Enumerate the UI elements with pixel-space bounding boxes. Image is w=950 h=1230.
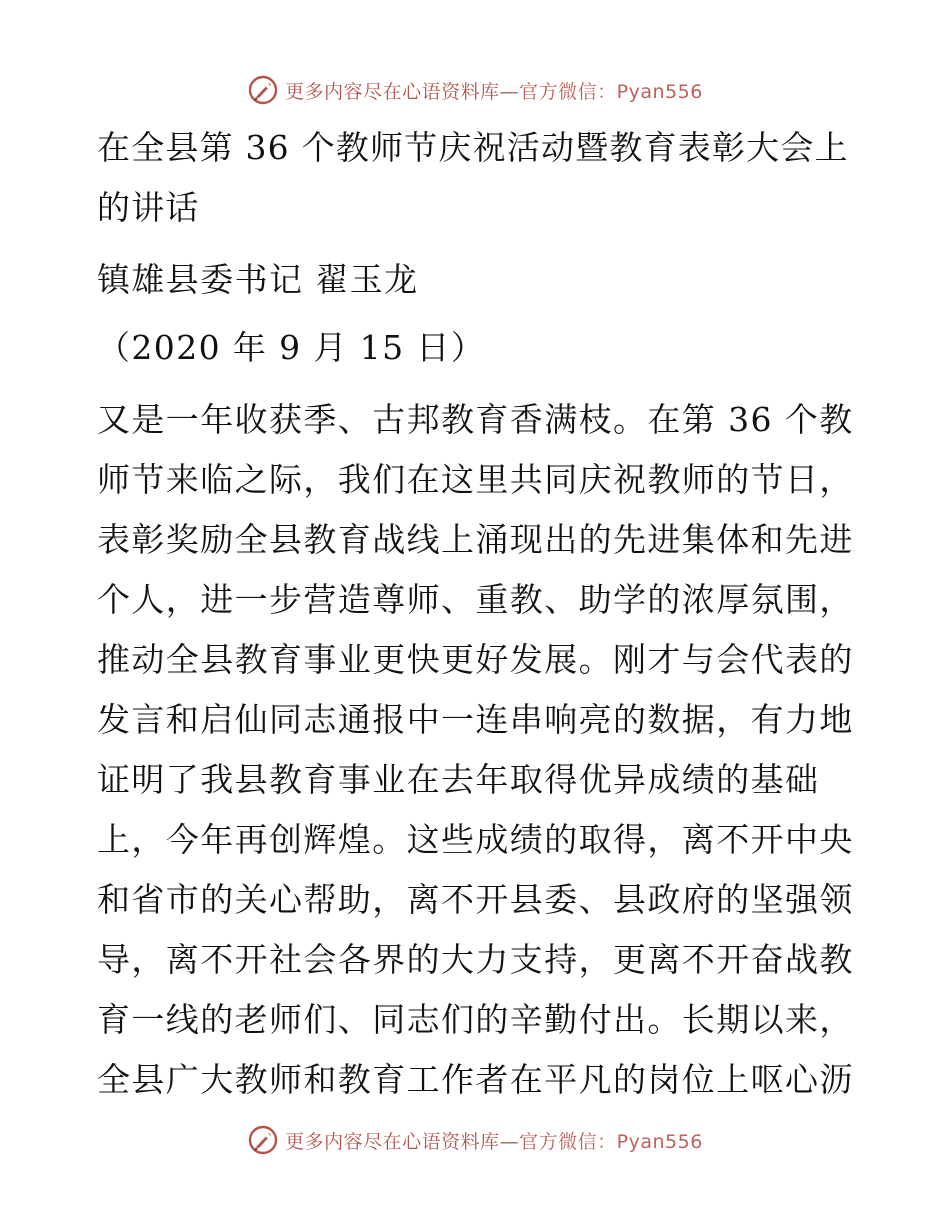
body-line: 个人，进一步营造尊师、重教、助学的浓厚氛围， (97, 580, 854, 619)
body-line: 推动全县教育事业更快更好发展。刚才与会代表的 (97, 640, 854, 679)
body-line: 全县广大教师和教育工作者在平凡的岗位上呕心沥 (97, 1060, 854, 1099)
date-line: （2020 年 9 月 15 日） (97, 328, 486, 367)
banner-main-text: 更多内容尽在心语资料库 (285, 80, 500, 103)
document-title-line-1: 在全县第 36 个教师节庆祝活动暨教育表彰大会上 (97, 128, 849, 167)
document-title-line-2: 的讲话 (97, 188, 200, 227)
body-line: 和省市的关心帮助，离不开县委、县政府的坚强领 (97, 880, 854, 919)
banner-separator: — (499, 1130, 520, 1153)
body-line: 发言和启仙同志通报中一连串响亮的数据，有力地 (97, 700, 854, 739)
banner-text (285, 1127, 703, 1154)
author-line: 镇雄县委书记 翟玉龙 (97, 260, 419, 299)
quill-logo-icon (247, 74, 279, 106)
header-banner (0, 70, 950, 110)
quill-logo-icon (247, 1124, 279, 1156)
banner-text (285, 77, 703, 104)
body-line: 上，今年再创辉煌。这些成绩的取得，离不开中央 (97, 820, 854, 859)
footer-banner (0, 1120, 950, 1160)
body-line: 育一线的老师们、同志们的辛勤付出。长期以来， (97, 1000, 854, 1039)
document-body (97, 118, 857, 1110)
body-line: 导，离不开社会各界的大力支持，更离不开奋战教 (97, 940, 854, 979)
banner-main-text: 更多内容尽在心语资料库 (285, 1130, 500, 1153)
banner-separator: — (499, 80, 520, 103)
banner-wechat-text: 官方微信：Pyan556 (519, 1130, 703, 1153)
body-line: 表彰奖励全县教育战线上涌现出的先进集体和先进 (97, 520, 854, 559)
banner-wechat-text: 官方微信：Pyan556 (519, 80, 703, 103)
body-line: 师节来临之际，我们在这里共同庆祝教师的节日， (97, 460, 854, 499)
body-line: 证明了我县教育事业在去年取得优异成绩的基础 (97, 760, 820, 799)
body-line: 又是一年收获季、古邦教育香满枝。在第 36 个教 (97, 400, 854, 439)
